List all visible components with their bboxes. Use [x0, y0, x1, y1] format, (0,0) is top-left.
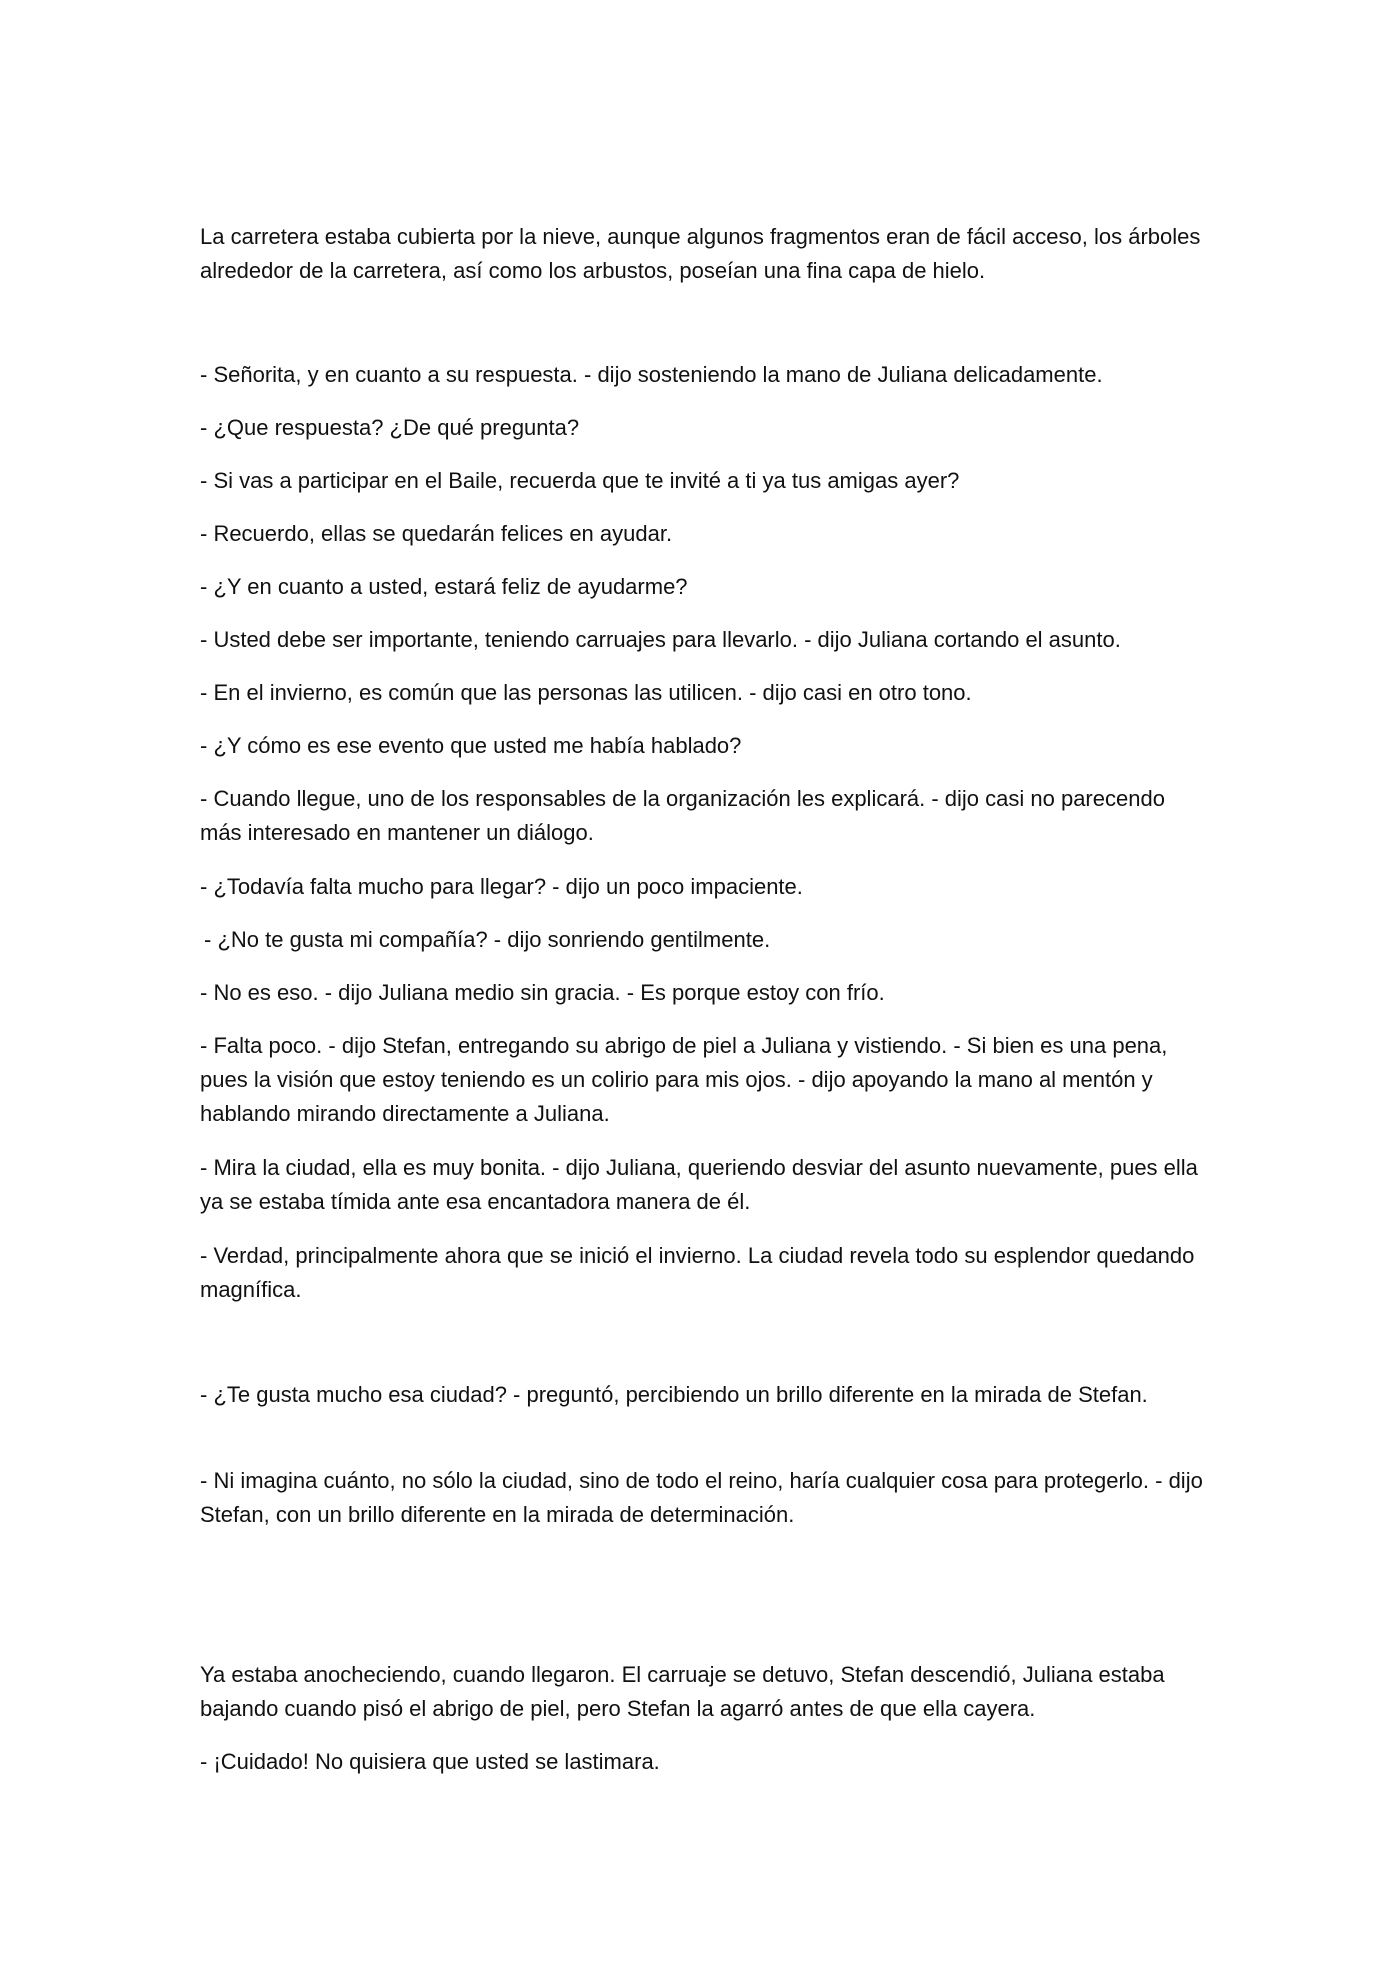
paragraph-2: - Señorita, y en cuanto a su respuesta. - dijo sosteniendo la mano de Juliana delicadamente.	[200, 362, 1103, 387]
paragraph-15: - Mira la ciudad, ella es muy bonita. - dijo Juliana, queriendo desviar del asunto nuevamente, pues ella ya se estaba tímida ante esa encantadora manera de él.	[200, 1155, 1198, 1214]
paragraph-4: - Si vas a participar en el Baile, recuerda que te invité a ti ya tus amigas ayer?	[200, 468, 960, 493]
paragraph-12: - ¿No te gusta mi compañía? - dijo sonriendo gentilmente.	[204, 927, 771, 952]
paragraph-16: - Verdad, principalmente ahora que se inició el invierno. La ciudad revela todo su esplendor quedando magnífica.	[200, 1243, 1195, 1302]
paragraph-11: - ¿Todavía falta mucho para llegar? - dijo un poco impaciente.	[200, 874, 803, 899]
paragraph-10: - Cuando llegue, uno de los responsables de la organización les explicará. - dijo casi no parecendo más interesado en mantener un diálogo.	[200, 786, 1165, 845]
paragraph-19: Ya estaba anocheciendo, cuando llegaron. El carruaje se detuvo, Stefan descendió, Juliana estaba bajando cuando pisó el abrigo de piel, pero Stefan la agarró antes de que ella cayera.	[200, 1662, 1165, 1721]
paragraph-1: La carretera estaba cubierta por la nieve, aunque algunos fragmentos eran de fácil acceso, los árboles alrededor de la carretera, así como los arbustos, poseían una fina capa de hielo.	[200, 224, 1201, 283]
paragraph-13: - No es eso. - dijo Juliana medio sin gracia. - Es porque estoy con frío.	[200, 980, 885, 1005]
paragraph-5: - Recuerdo, ellas se quedarán felices en ayudar.	[200, 521, 673, 546]
paragraph-8: - En el invierno, es común que las personas las utilicen. - dijo casi en otro tono.	[200, 680, 972, 705]
paragraph-17: - ¿Te gusta mucho esa ciudad? - preguntó, percibiendo un brillo diferente en la mirada de Stefan.	[200, 1382, 1148, 1407]
paragraph-9: - ¿Y cómo es ese evento que usted me había hablado?	[200, 733, 742, 758]
paragraph-3: - ¿Que respuesta? ¿De qué pregunta?	[200, 415, 580, 440]
paragraph-20: - ¡Cuidado! No quisiera que usted se lastimara.	[200, 1749, 660, 1774]
paragraph-7: - Usted debe ser importante, teniendo carruajes para llevarlo. - dijo Juliana cortando el asunto.	[200, 627, 1121, 652]
paragraph-14: - Falta poco. - dijo Stefan, entregando su abrigo de piel a Juliana y vistiendo. - Si bien es una pena, pues la visión que estoy teniendo es un colirio para mis ojos. - dijo apoyando la mano al mentón y hablando mirando directamente a Juliana.	[200, 1033, 1168, 1126]
paragraph-18: - Ni imagina cuánto, no sólo la ciudad, sino de todo el reino, haría cualquier cosa para protegerlo. - dijo Stefan, con un brillo diferente en la mirada de determinación.	[200, 1468, 1203, 1527]
paragraph-6: - ¿Y en cuanto a usted, estará feliz de ayudarme?	[200, 574, 688, 599]
